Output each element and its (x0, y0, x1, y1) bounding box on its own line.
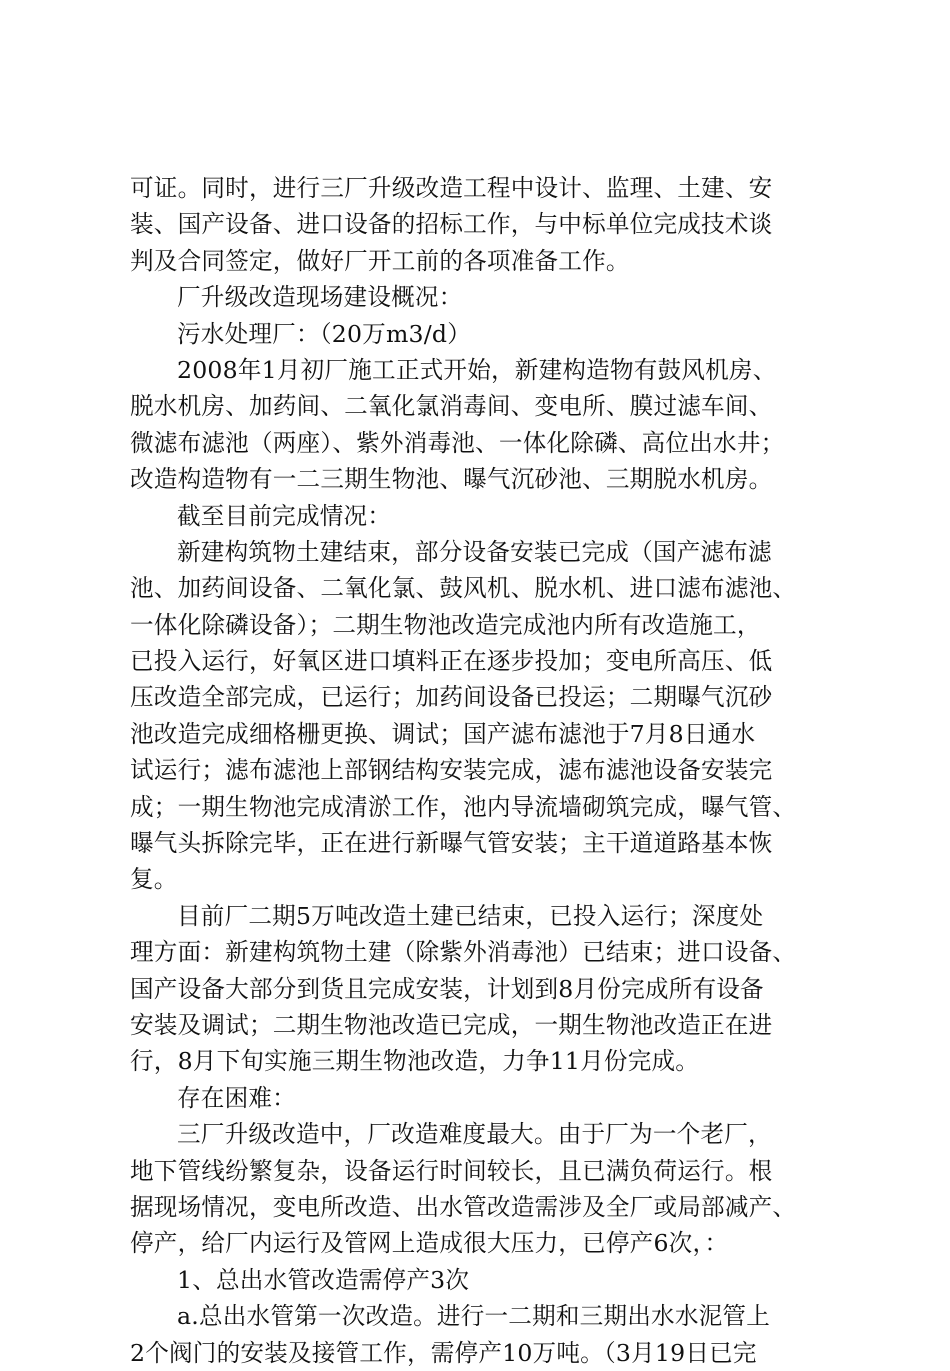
text-line: 行，8月下旬实施三期生物池改造，力争11月份完成。 (130, 1047, 700, 1076)
text-line: 池、加药间设备、二氧化氯、鼓风机、脱水机、进口滤布滤池、 (130, 574, 797, 603)
text-line: 1、总出水管改造需停产3次 (177, 1265, 470, 1294)
text-line: 曝气头拆除完毕，正在进行新曝气管安装；主干道道路基本恢 (130, 829, 773, 858)
text-line: 脱水机房、加药间、二氧化氯消毒间、变电所、膜过滤车间、 (130, 392, 773, 421)
text-line: 据现场情况，变电所改造、出水管改造需涉及全厂或局部减产、 (130, 1192, 797, 1221)
text-line: 已投入运行，好氧区进口填料正在逐步投加；变电所高压、低 (130, 647, 773, 676)
text-line: 三厂升级改造中，厂改造难度最大。由于厂为一个老厂， (177, 1120, 772, 1149)
text-line: 截至目前完成情况： (177, 501, 392, 530)
text-line: 2个阀门的安装及接管工作，需停产10万吨。（3月19日已完 (130, 1338, 757, 1367)
text-line: 2008年1月初厂施工正式开始，新建构造物有鼓风机房、 (177, 355, 777, 384)
text-line: 存在困难： (177, 1083, 296, 1112)
text-line: 装、国产设备、进口设备的招标工作，与中标单位完成技术谈 (130, 210, 773, 239)
text-line: 地下管线纷繁复杂，设备运行时间较长，且已满负荷运行。根 (130, 1156, 773, 1185)
text-line: 一体化除磷设备）；二期生物池改造完成池内所有改造施工， (130, 610, 761, 639)
text-line: 可证。同时，进行三厂升级改造工程中设计、监理、土建、安 (130, 174, 773, 202)
text-line: 厂升级改造现场建设概况： (177, 283, 463, 312)
text-line: a.总出水管第一次改造。进行一二期和三期出水水泥管上 (177, 1302, 771, 1331)
text-line: 压改造全部完成，已运行；加药间设备已投运；二期曝气沉砂 (130, 683, 773, 712)
text-line: 目前厂二期5万吨改造土建已结束，已投入运行；深度处 (177, 901, 764, 930)
text-line: 停产，给厂内运行及管网上造成很大压力，已停产6次，： (130, 1229, 729, 1258)
text-line: 改造构造物有一二三期生物池、曝气沉砂池、三期脱水机房。 (130, 465, 773, 494)
text-line: 污水处理厂：（20万m3/d） (177, 319, 472, 348)
text-line: 判及合同签定，做好厂开工前的各项准备工作。 (130, 246, 630, 275)
text-line: 试运行；滤布滤池上部钢结构安装完成，滤布滤池设备安装完 (130, 756, 773, 785)
text-line: 池改造完成细格栅更换、调试；国产滤布滤池于7月8日通水 (130, 719, 756, 748)
text-line: 新建构筑物土建结束，部分设备安装已完成（国产滤布滤 (177, 537, 772, 566)
text-line: 理方面：新建构筑物土建（除紫外消毒池）已结束；进口设备、 (130, 938, 797, 967)
text-line: 复。 (130, 865, 178, 894)
document-body (130, 170, 830, 1371)
text-line: 国产设备大部分到货且完成安装，计划到8月份完成所有设备 (130, 974, 764, 1003)
text-line: 安装及调试；二期生物池改造已完成，一期生物池改造正在进 (130, 1010, 773, 1039)
text-line: 成；一期生物池完成清淤工作，池内导流墙砌筑完成，曝气管、 (130, 792, 797, 821)
text-line: 微滤布滤池（两座）、紫外消毒池、一体化除磷、高位出水井； (130, 428, 785, 457)
